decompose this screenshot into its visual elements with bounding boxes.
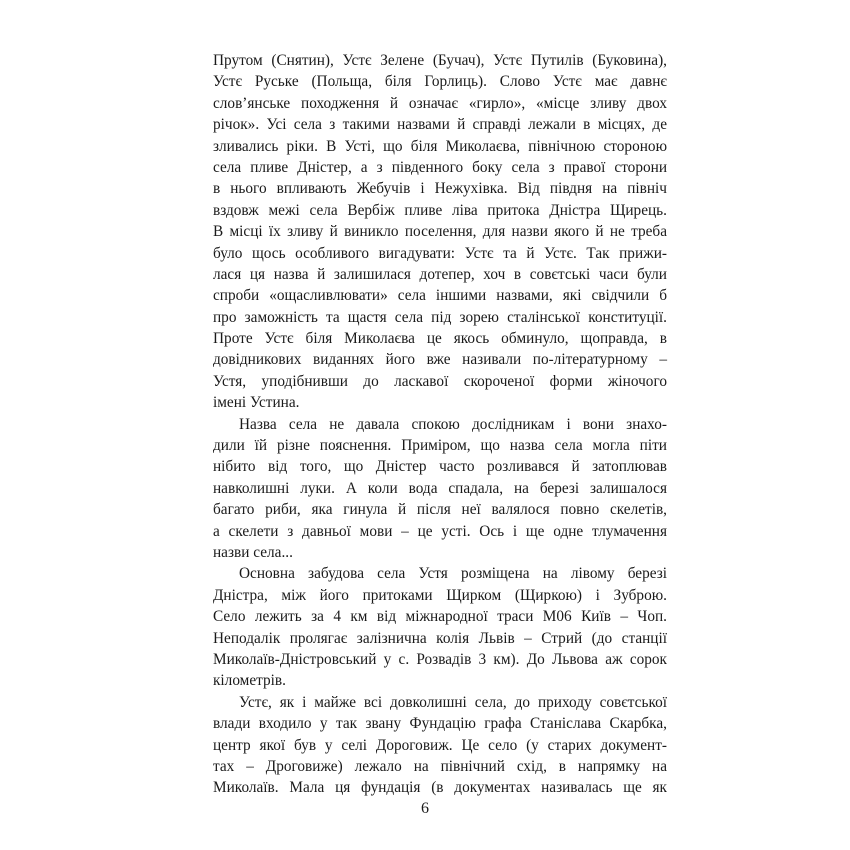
text-line: центр якої був у селі Дороговиж. Це село (у старих документ-: [213, 736, 667, 754]
paragraph: [213, 414, 667, 564]
paragraph: [213, 50, 667, 414]
paragraph: [213, 692, 667, 799]
text-line: річок». Усі села з такими назвами й справді лежали в місцях, де: [213, 116, 667, 134]
text-line: спроби «ощасливлювати» села іншими назвами, які свідчили б: [213, 287, 667, 305]
text-line: було щось особливого вигадувати: Устє та й Устє. Так прижи-: [213, 244, 667, 262]
text-line: Основна забудова села Устя розміщена на лівому березі: [239, 565, 667, 583]
text-line: В місці їх зливу й виникло поселення, для назви якого й не треба: [213, 223, 667, 241]
text-line: навколишні луки. А коли вода спадала, на березі залишалося: [213, 479, 667, 497]
page-number: 6: [421, 800, 429, 817]
text-line: Дністра, між його притоками Щирком (Щиркою) і Зуброю.: [213, 586, 667, 604]
text-line: слов’янське походження й означає «гирло», «місце зливу двох: [213, 94, 667, 112]
text-line: довідникових виданнях його вже називали по-літературному –: [213, 351, 667, 369]
text-line: багато риби, яка гинула й після неї валялося повно скелетів,: [213, 501, 667, 519]
paragraph: [213, 563, 667, 691]
text-line: Прутом (Снятин), Устє Зелене (Бучач), Устє Путилів (Буковина),: [213, 52, 667, 69]
text-line: Село лежить за 4 км від міжнародної траси М06 Київ – Чоп.: [213, 608, 667, 626]
body-text: [213, 50, 667, 799]
text-line: зливались ріки. В Усті, що біля Миколаєва, північною стороною: [213, 137, 667, 155]
text-line: Проте Устє біля Миколаєва це якось обминуло, щоправда, в: [213, 330, 667, 348]
text-line: тах – Дроговиже) лежало на північний схід, в напрямку на: [213, 757, 667, 775]
text-line: назви села...: [213, 543, 293, 561]
text-line: лася ця назва й залишилася дотепер, хоч в совєтські часи були: [213, 265, 667, 283]
text-line: нібито від того, що Дністер часто розливався й затоплював: [213, 458, 667, 476]
text-line: Устє Руське (Польща, біля Горлиць). Слово Устє має давнє: [213, 73, 667, 91]
text-line: Неподалік пролягає залізнична колія Львів – Стрий (до станції: [213, 629, 667, 647]
text-line: в нього впливають Жебучів і Нежухівка. Від півдня на північ: [213, 180, 667, 198]
text-line: Назва села не давала спокою дослідникам і вони знахо-: [239, 415, 667, 433]
text-line: кілометрів.: [213, 672, 286, 690]
text-line: дили їй різне пояснення. Приміром, що назва села могла піти: [213, 437, 667, 455]
text-line: про заможність та щастя села під зорею сталінської конституції.: [213, 308, 667, 326]
text-line: Миколаїв. Мала ця фундація (в документах називалась ще як: [213, 779, 667, 797]
text-line: Устя, уподібнивши до ласкавої скороченої форми жіночого: [213, 372, 667, 390]
text-line: вздовж межі села Вербіж пливе ліва притока Дністра Щирець.: [213, 201, 667, 219]
text-line: імені Устина.: [213, 394, 300, 412]
text-line: Миколаїв-Дністровський у с. Розвадів 3 км). До Львова аж сорок: [213, 650, 667, 668]
text-line: села пливе Дністер, а з південного боку села з правої сторони: [213, 158, 667, 176]
text-line: Устє, як і майже всі довколишні села, до приходу совєтської: [239, 693, 667, 711]
text-line: а скелети з давньої мови – це усті. Ось і ще одне тлумачення: [213, 522, 667, 540]
text-line: влади входило у так звану Фундацію графа Станіслава Скарбка,: [213, 715, 667, 733]
